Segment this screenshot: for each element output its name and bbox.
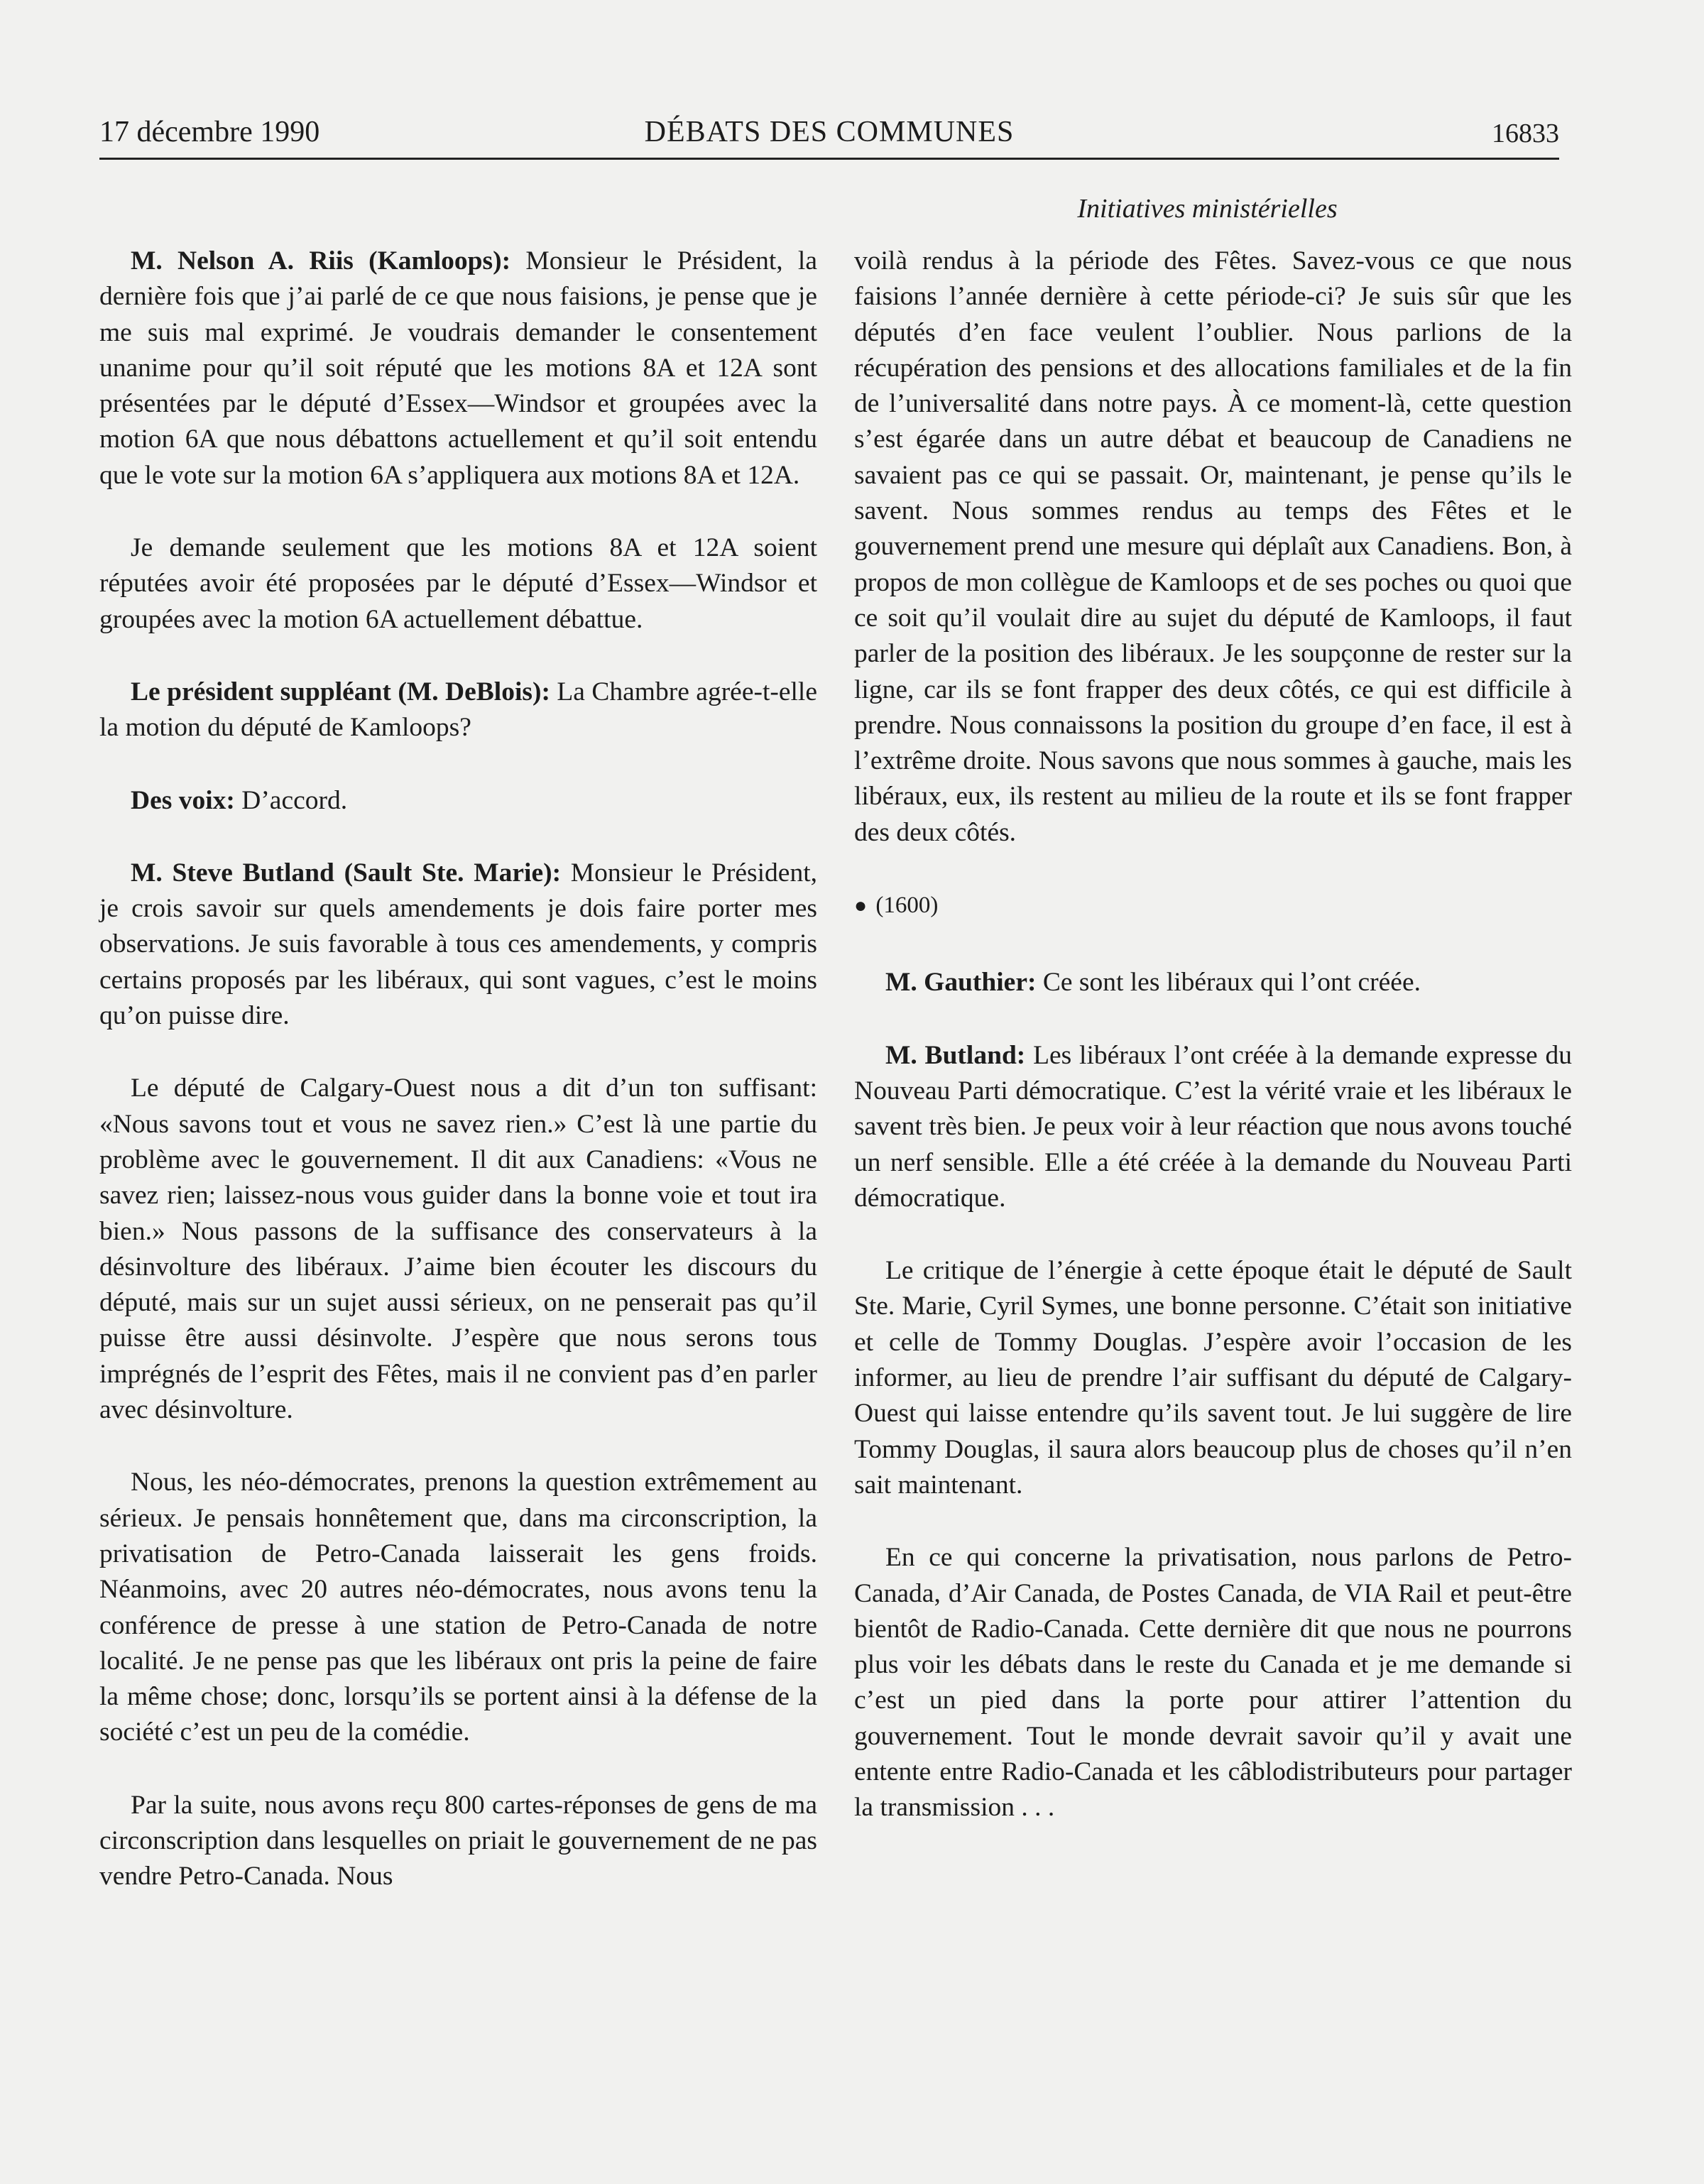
page-header [99, 115, 1559, 160]
time-marker [854, 888, 1572, 924]
time-marker-text: (1600) [875, 892, 939, 919]
speaker-name: M. Nelson A. Riis (Kamloops): [131, 246, 511, 275]
paragraph [99, 1465, 817, 1750]
paragraph-text: Je demande seulement que les motions 8A et 12A soient réputées avoir été proposées par le député d’Essex—Windsor et groupées avec la motion 6A actuellement débattue. [99, 533, 817, 634]
speaker-name: Le président suppléant (M. DeBlois): [131, 677, 550, 706]
paragraph [99, 1071, 817, 1428]
paragraph-deblois [99, 675, 817, 746]
paragraph-text: Ce sont les libéraux qui l’ont créée. [1036, 968, 1421, 998]
paragraph-riis [99, 244, 817, 493]
paragraph [854, 1253, 1572, 1503]
right-column [854, 244, 1572, 1863]
paragraph-text: voilà rendus à la période des Fêtes. Savez-vous ce que nous faisions l’année dernière à cette période-ci? Je suis sûr que les députés d’en face veulent l’oublier. Nous parlions de la récupération des pensions et des allocations familiales et de la fin de l’universalité dans notre pays. À ce moment-là, cette question s’est égarée dans un autre débat et beaucoup de Canadiens ne savaient pas ce qui se passait. Or, maintenant, je pense qu’ils le savent. Nous sommes rendus au temps des Fêtes et le gouvernement prend une mesure qui déplaît aux Canadiens. Bon, à propos de mon collègue de Kamloops et de ses poches ou quoi que ce soit qu’il voulait dire au sujet du député de Kamloops, il faut parler de la position des libéraux. Je les soupçonne de rester sur la ligne, car ils se font frapper des deux côtés, ce qui est difficile à prendre. Nous connaissons la position du groupe d’en face, il est à l’extrême droite. Nous savons que nous sommes à gauche, mais les libéraux, eux, ils restent au milieu de la route et ils se font frapper des deux côtés. [854, 246, 1572, 847]
paragraph-text: Le critique de l’énergie à cette époque était le député de Sault Ste. Marie, Cyril Symes, une bonne personne. C’était son initiative et celle de Tommy Douglas. J’espère avoir l’occasion de les informer, au lieu de prendre l’air suffisant du député de Calgary-Ouest qui laisse entendre qu’ils savent tout. Je lui suggère de lire Tommy Douglas, il saura alors beaucoup plus de choses qu’il n’en sait maintenant. [854, 1256, 1572, 1500]
paragraph-butland [99, 856, 817, 1034]
paragraph-gauthier [854, 965, 1572, 1000]
paragraph-text: Les libéraux l’ont créée à la demande expresse du Nouveau Parti démocratique. C’est la vérité vraie et les libéraux le savent très bien. Je peux voir à leur réaction que nous avons touché un nerf sensible. Elle a été créée à la demande du Nouveau Parti démocratique. [854, 1040, 1572, 1213]
paragraph-des-voix [99, 783, 817, 819]
paragraph-text: Monsieur le Président, la dernière fois que j’ai parlé de ce que nous faisions, je pense que je me suis mal exprimé. Je voudrais demander le consentement unanime pour qu’il soit réputé que les motions 8A et 12A sont présentées par le député d’Essex—Windsor et groupées avec la motion 6A que nous débattons actuellement et qu’il soit entendu que le vote sur la motion 6A s’appliquera aux motions 8A et 12A. [99, 246, 817, 490]
speaker-name: M. Butland: [885, 1040, 1026, 1070]
paragraph [99, 530, 817, 638]
speaker-name: M. Gauthier: [885, 968, 1037, 998]
paragraph-text: Le député de Calgary-Ouest nous a dit d’un ton suffisant: «Nous savons tout et vous ne savez rien.» C’est là une partie du problème avec le gouvernement. Il dit aux Canadiens: «Vous ne savez rien; laissez-nous vous guider dans la bonne voie et tout ira bien.» Nous passons de la suffisance des conservateurs à la désinvolture des libéraux. J’aime bien écouter les discours du député, mais sur un sujet aussi sérieux, on ne penserait pas qu’il puisse être aussi désinvolte. J’espère que nous serons tous imprégnés de l’esprit des Fêtes, mais il ne convient pas d’en parler avec désinvolture. [99, 1074, 817, 1425]
paragraph-text: En ce qui concerne la privatisation, nous parlons de Petro-Canada, d’Air Canada, de Postes Canada, de VIA Rail et peut-être bientôt de Radio-Canada. Cette dernière dit que nous ne pourrons plus voir les débats dans le reste du Canada et je me demande si c’est un pied dans la porte pour attirer l’attention du gouvernement. Tout le monde devrait savoir qu’il y avait une entente entre Radio-Canada et les câblodistributeurs pour partager la transmission . . . [854, 1543, 1572, 1823]
speaker-name: M. Steve Butland (Sault Ste. Marie): [131, 858, 562, 888]
paragraph-text: D’accord. [234, 785, 348, 815]
speaker-name: Des voix: [131, 785, 235, 815]
paragraph-continued [854, 244, 1572, 851]
header-title: DÉBATS DES COMMUNES [644, 116, 1015, 148]
paragraph [99, 1788, 817, 1895]
paragraph-text: Par la suite, nous avons reçu 800 cartes-réponses de gens de ma circonscription dans lesquelles on priait le gouvernement de ne pas vendre Petro-Canada. Nous [99, 1790, 817, 1891]
bullet-icon: ● [854, 894, 868, 918]
paragraph-text: Monsieur le Président, je crois savoir sur quels amendements je dois faire porter mes observations. Je suis favorable à tous ces amendements, y compris certains proposés par les libéraux, qui sont vagues, c’est le moins qu’on puisse dire. [99, 858, 817, 1031]
left-column [99, 244, 817, 1932]
page-number: 16833 [1492, 119, 1559, 148]
paragraph-butland-reply [854, 1038, 1572, 1216]
paragraph [854, 1540, 1572, 1825]
header-date: 17 décembre 1990 [99, 116, 320, 148]
paragraph-text: Nous, les néo-démocrates, prenons la question extrêmement au sérieux. Je pensais honnêtement que, dans ma circonscription, la privatisation de Petro-Canada laisserait les gens froids. Néanmoins, avec 20 autres néo-démocrates, nous avons tenu la conférence de presse à une station de Petro-Canada de notre localité. Je ne pense pas que les libéraux ont pris la peine de faire la même chose; donc, lorsqu’ils se portent ainsi à la défense de la société c’est un peu de la comédie. [99, 1468, 817, 1747]
paragraph-text: La Chambre agrée-t-elle la motion du député de Kamloops? [99, 677, 817, 743]
section-label: Initiatives ministérielles [1077, 194, 1338, 224]
